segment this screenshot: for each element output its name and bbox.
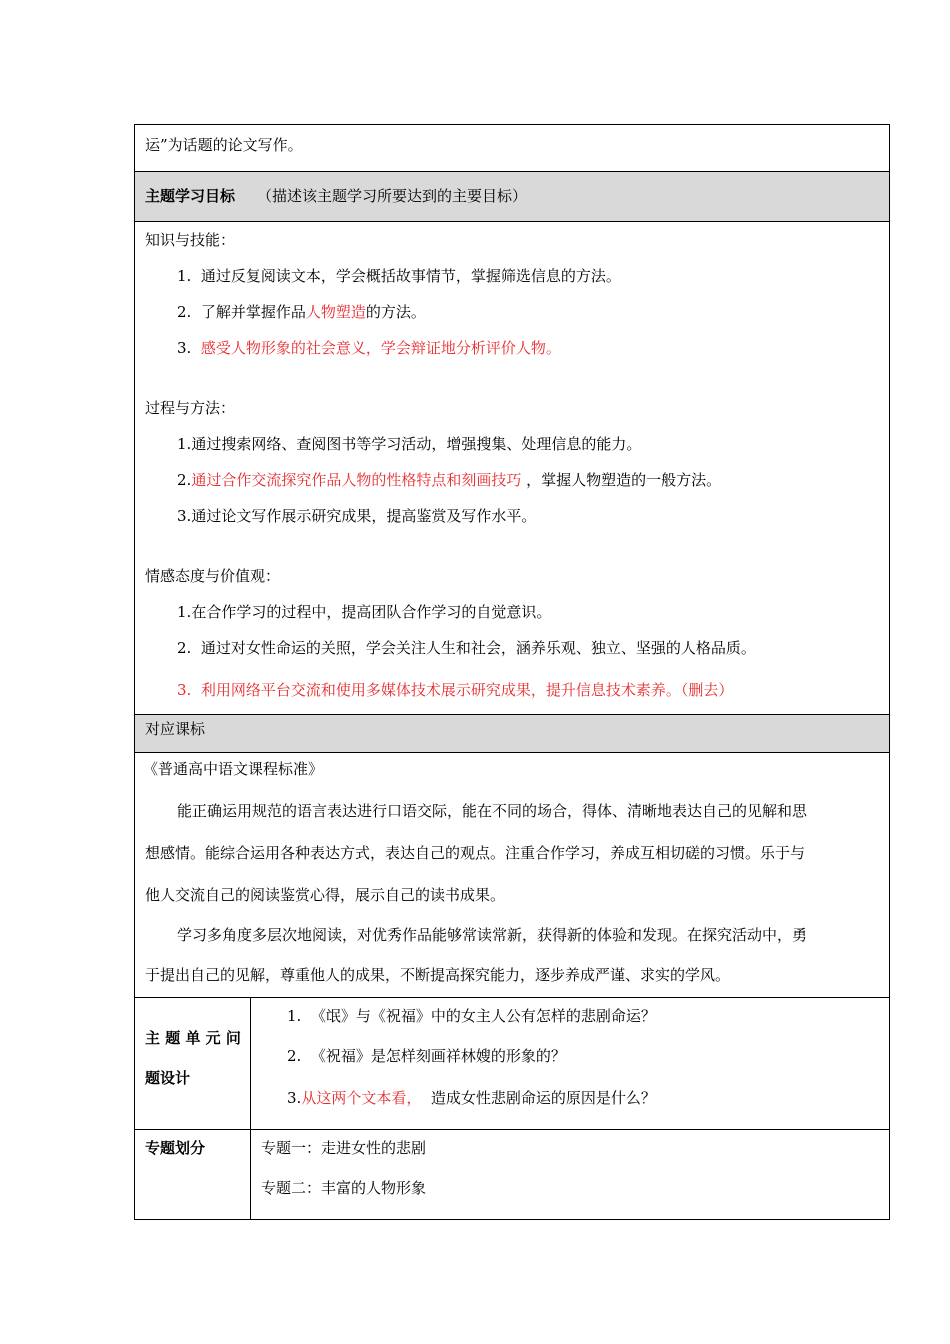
topics-row	[134, 1130, 890, 1220]
question-1: 1. 《氓》与《祝福》中的女主人公有怎样的悲剧命运？	[287, 1007, 656, 1025]
goals-title: 主题学习目标	[145, 187, 236, 205]
emotion-item-2: 2. 通过对女性命运的关照，学会关注人生和社会，涵养乐观、独立、坚强的人格品质。	[177, 639, 756, 657]
emotion-item-1: 1.在合作学习的过程中，提高团队合作学习的自觉意识。	[177, 603, 552, 621]
topics-content-cell	[251, 1130, 889, 1219]
knowledge-item-2: 2. 了解并掌握作品人物塑造的方法。	[177, 303, 426, 321]
standard-para1-line2: 想感情。能综合运用各种表达方式，表达自己的观点。注重合作学习，养成互相切磋的习惯。乐于与	[145, 844, 806, 862]
standard-para1-line1: 能正确运用规范的语言表达进行口语交际，能在不同的场合，得体、清晰地表达自己的见解和思	[177, 802, 808, 820]
document-table	[134, 124, 890, 1220]
standard-book-title: 《普通高中语文课程标准》	[143, 760, 324, 778]
standard-para1-line3: 他人交流自己的阅读鉴赏心得，展示自己的读书成果。	[145, 886, 506, 904]
standard-para2-line1: 学习多角度多层次地阅读，对优秀作品能够常读常新，获得新的体验和发现。在探究活动中，勇	[177, 926, 808, 944]
intro-text: 运”为话题的论文写作。	[145, 136, 303, 154]
goals-header-row	[134, 172, 890, 222]
goals-note: （描述该主题学习所要达到的主要目标）	[257, 187, 528, 205]
topics-label-cell	[135, 1130, 251, 1219]
question-3: 3.从这两个文本看， 造成女性悲剧命运的原因是什么？	[287, 1089, 656, 1107]
knowledge-item-1: 1. 通过反复阅读文本，学会概括故事情节，掌握筛选信息的方法。	[177, 267, 621, 285]
standard-title: 对应课标	[145, 720, 206, 738]
questions-row	[134, 998, 890, 1130]
process-item-2: 2.通过合作交流探究作品人物的性格特点和刻画技巧 ，掌握人物塑造的一般方法。	[177, 471, 722, 489]
questions-label-line2: 题设计	[145, 1069, 191, 1087]
emotion-item-3: 3. 利用网络平台交流和使用多媒体技术展示研究成果，提升信息技术素养。（删去）	[177, 681, 734, 699]
questions-label-cell	[135, 998, 251, 1129]
process-item-3: 3.通过论文写作展示研究成果，提高鉴赏及写作水平。	[177, 507, 537, 525]
process-heading: 过程与方法：	[145, 399, 236, 417]
emotion-heading: 情感态度与价值观：	[145, 567, 281, 585]
topic-2: 专题二：丰富的人物形象	[261, 1179, 427, 1197]
knowledge-heading: 知识与技能：	[145, 231, 236, 249]
topics-label: 专题划分	[145, 1139, 206, 1157]
intro-row	[134, 124, 890, 172]
question-2: 2. 《祝福》是怎样刻画祥林嫂的形象的？	[287, 1047, 566, 1065]
questions-content-cell	[251, 998, 889, 1129]
standard-content-row	[134, 753, 890, 998]
knowledge-item-3: 3. 感受人物形象的社会意义，学会辩证地分析评价人物。	[177, 339, 561, 357]
standard-header-row	[134, 715, 890, 753]
questions-label-line1: 主 题 单 元 问	[145, 1029, 241, 1047]
process-item-1: 1.通过搜索网络、查阅图书等学习活动，增强搜集、处理信息的能力。	[177, 435, 642, 453]
standard-para2-line2: 于提出自己的见解，尊重他人的成果，不断提高探究能力，逐步养成严谨、求实的学风。	[145, 966, 731, 984]
topic-1: 专题一：走进女性的悲剧	[261, 1139, 427, 1157]
goals-content-row	[134, 222, 890, 715]
